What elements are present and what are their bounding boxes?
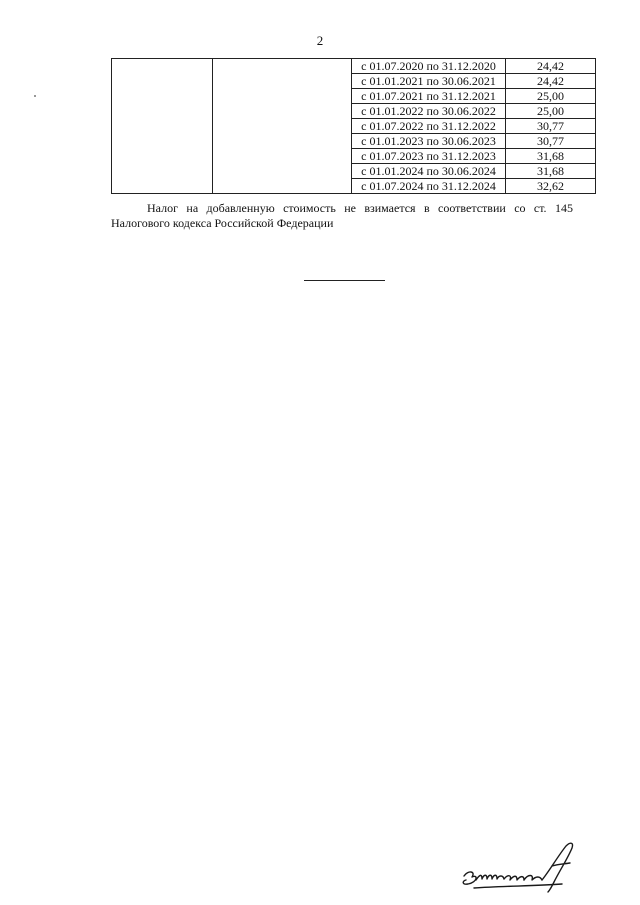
vat-note-word: добавленную [206,201,275,215]
vat-note-word: взимается [364,201,416,215]
period-cell: с 01.07.2023 по 31.12.2023 [352,149,506,164]
scan-speck [34,95,36,97]
tariff-table [111,58,596,194]
vat-note-word: в [423,201,430,215]
period-cell: с 01.07.2022 по 31.12.2022 [352,119,506,134]
tariff-value-cell: 24,42 [506,59,596,74]
tariff-value-cell: 25,00 [506,89,596,104]
vat-note-word: соответствии [438,201,506,215]
vat-note-word: ст. [533,201,547,215]
tariff-value-cell: 31,68 [506,149,596,164]
tariff-value-cell: 32,62 [506,179,596,194]
period-cell: с 01.01.2021 по 30.06.2021 [352,74,506,89]
table-row [112,59,596,74]
period-cell: с 01.01.2024 по 30.06.2024 [352,164,506,179]
vat-note-line-1 [111,201,573,216]
vat-note-word: не [344,201,356,215]
merged-empty-cell-1 [112,59,213,194]
page-number: 2 [316,33,324,48]
tariff-value-cell: 24,42 [506,74,596,89]
tariff-value-cell: 31,68 [506,164,596,179]
vat-note-word: Налог [147,201,179,215]
signature-mark [454,836,594,896]
merged-empty-cell-2 [213,59,352,194]
period-cell: с 01.01.2022 по 30.06.2022 [352,104,506,119]
tariff-value-cell: 30,77 [506,134,596,149]
vat-note-word: 145 [554,201,573,215]
vat-note-word: на [186,201,199,215]
vat-note-word: стоимость [283,201,336,215]
tariff-value-cell: 30,77 [506,119,596,134]
vat-note [111,201,573,231]
closing-rule [304,280,385,281]
period-cell: с 01.01.2023 по 30.06.2023 [352,134,506,149]
period-cell: с 01.07.2024 по 31.12.2024 [352,179,506,194]
tariff-value-cell: 25,00 [506,104,596,119]
period-cell: с 01.07.2020 по 31.12.2020 [352,59,506,74]
vat-note-word: со [514,201,526,215]
vat-note-line-2: Налогового кодекса Российской Федерации [111,216,334,230]
period-cell: с 01.07.2021 по 31.12.2021 [352,89,506,104]
